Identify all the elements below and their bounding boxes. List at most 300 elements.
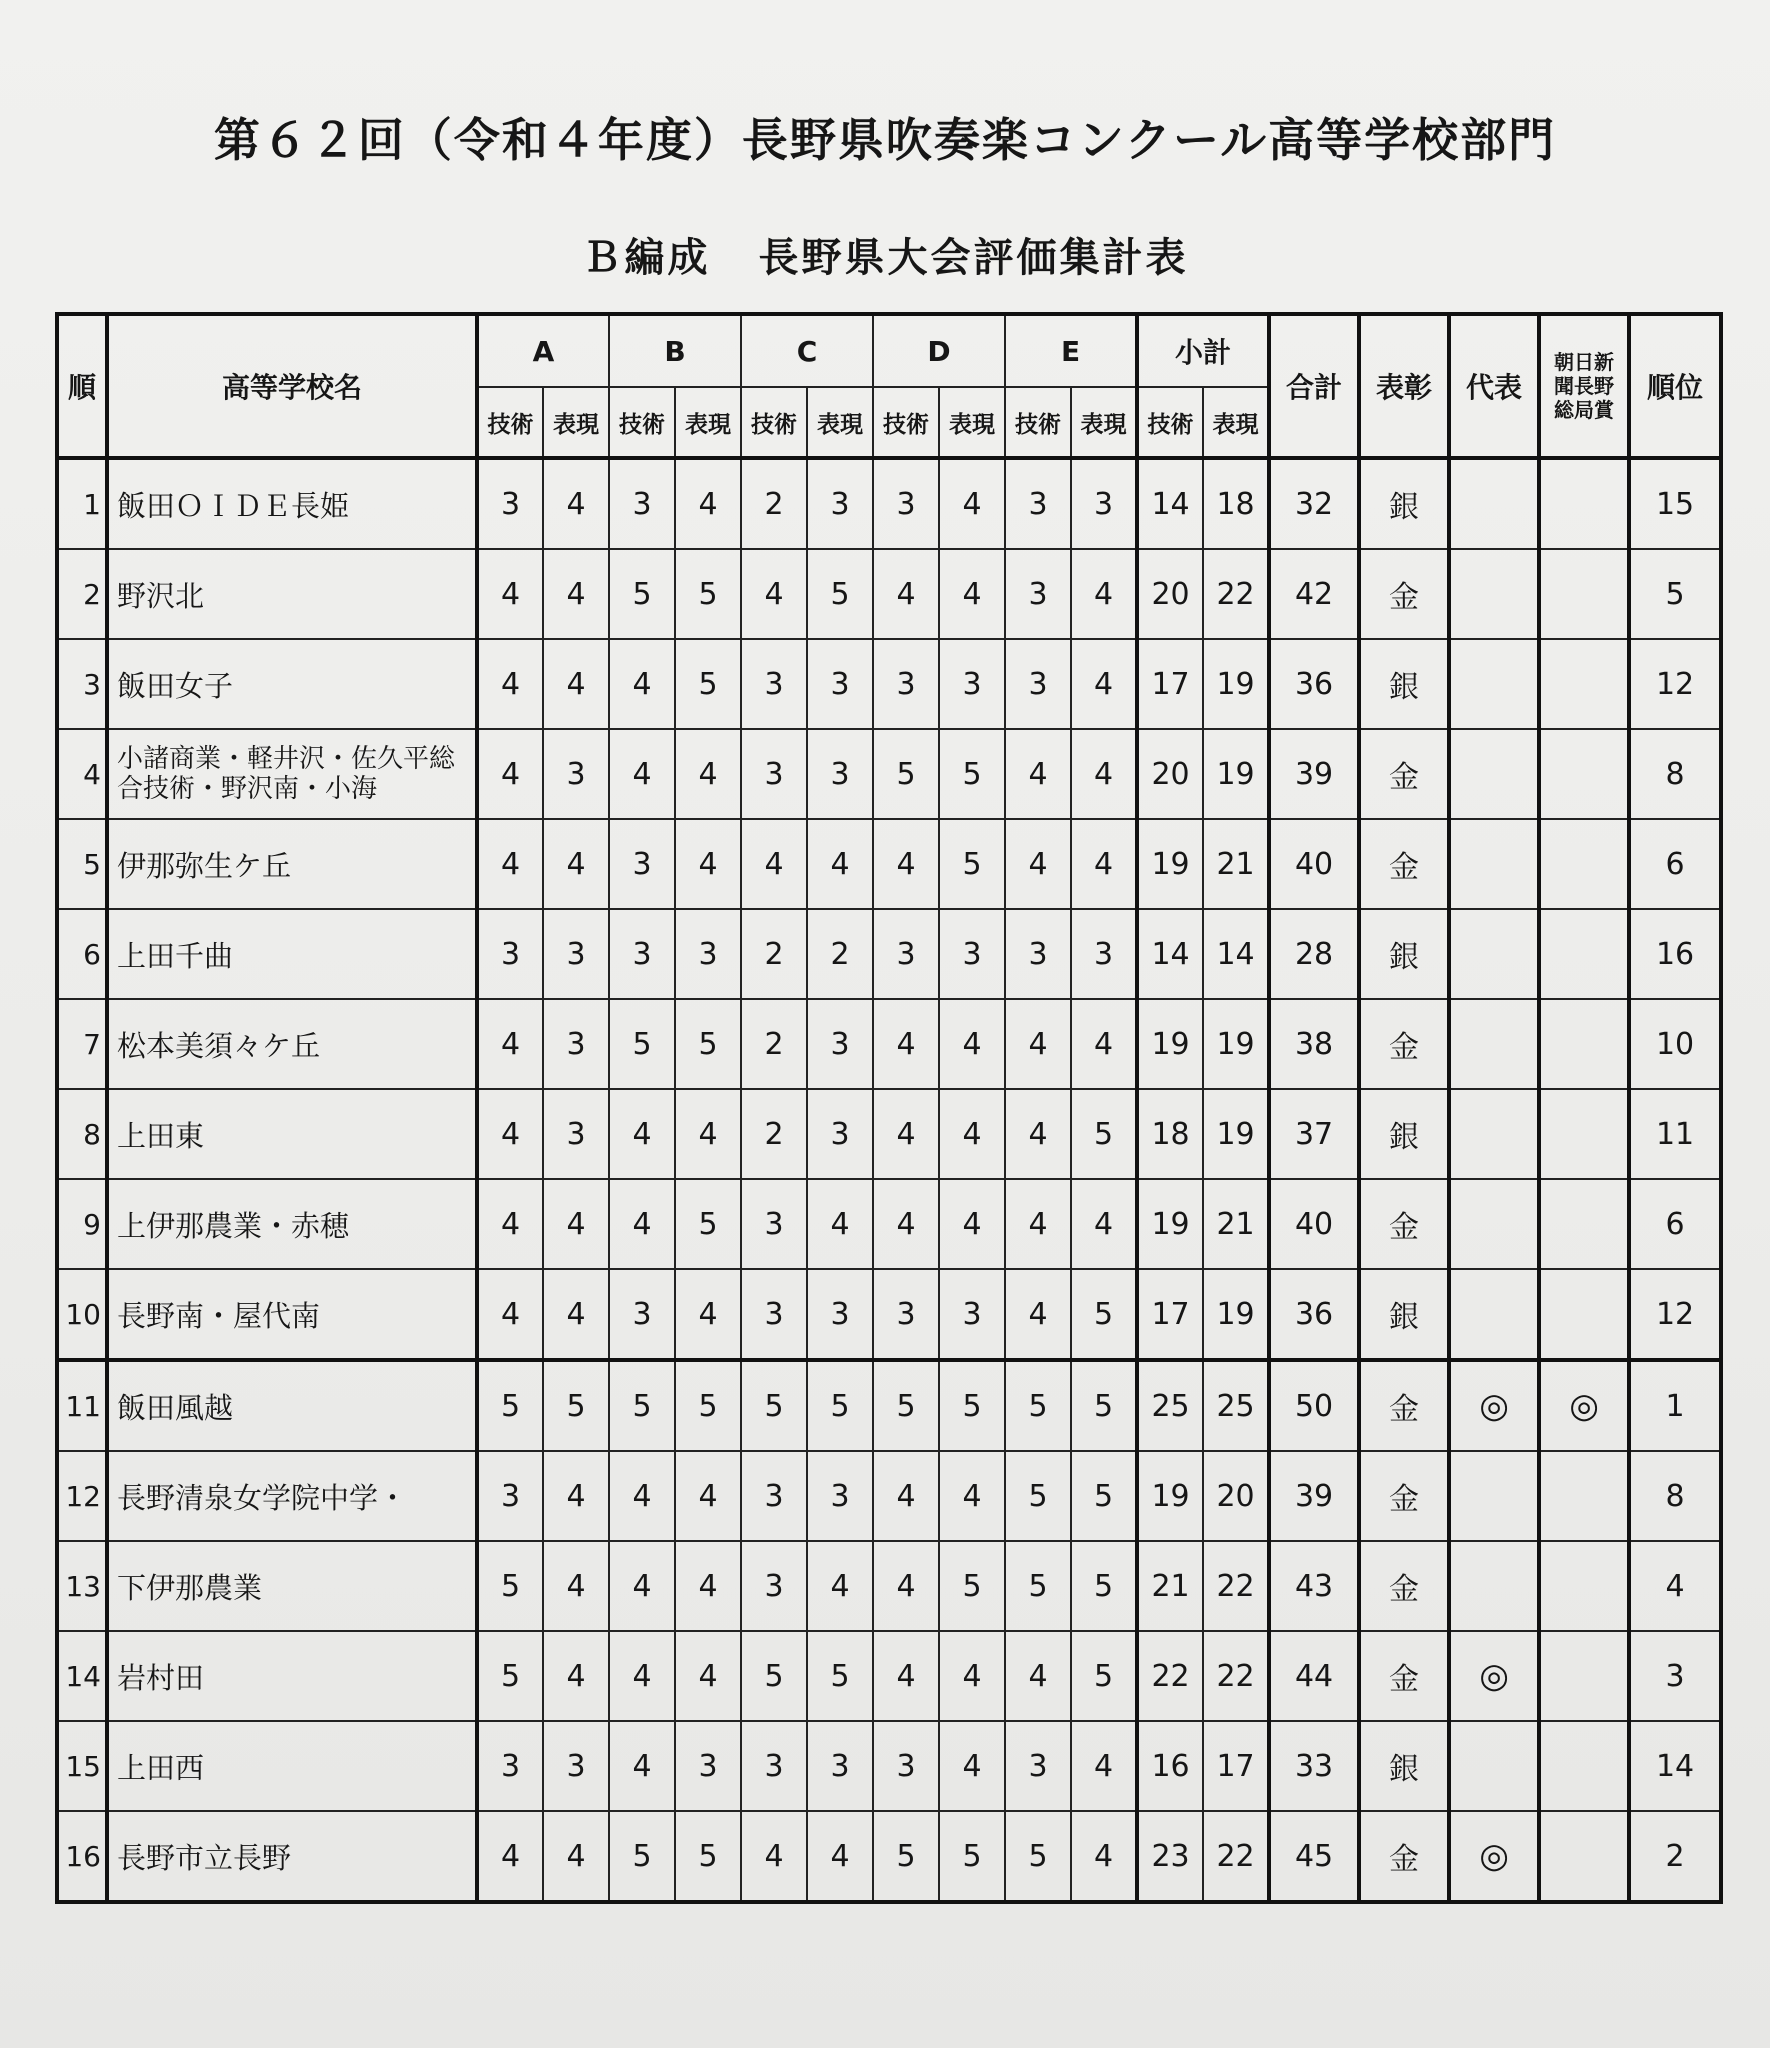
- expression-score: 4: [1071, 549, 1137, 639]
- rank: 8: [1629, 729, 1721, 819]
- expression-score: 4: [675, 1089, 741, 1179]
- header-asahi-prize: [1539, 314, 1629, 458]
- subheader-technique: 技術: [477, 387, 543, 458]
- rank: 12: [1629, 1269, 1721, 1360]
- asahi-prize-mark: [1539, 639, 1629, 729]
- table-row: [57, 909, 1721, 999]
- table-header: [57, 314, 1721, 458]
- row-number: 11: [57, 1360, 107, 1451]
- expression-score: 3: [807, 458, 873, 549]
- technique-score: 5: [609, 1811, 675, 1902]
- expression-score: 4: [939, 1179, 1005, 1269]
- representative-mark: [1449, 1541, 1539, 1631]
- subtotal-expression: 18: [1203, 458, 1269, 549]
- expression-score: 3: [1071, 458, 1137, 549]
- row-number: 16: [57, 1811, 107, 1902]
- subtotal-technique: 14: [1137, 909, 1203, 999]
- total-score: 50: [1269, 1360, 1359, 1451]
- expression-score: 5: [807, 549, 873, 639]
- expression-score: 3: [1071, 909, 1137, 999]
- representative-mark: [1449, 1721, 1539, 1811]
- expression-score: 4: [1071, 729, 1137, 819]
- subheader-expression: 表現: [939, 387, 1005, 458]
- representative-mark: [1449, 999, 1539, 1089]
- expression-score: 4: [675, 1541, 741, 1631]
- asahi-prize-mark: [1539, 909, 1629, 999]
- table-row: [57, 639, 1721, 729]
- representative-mark: [1449, 819, 1539, 909]
- representative-mark: [1449, 1179, 1539, 1269]
- technique-score: 3: [873, 639, 939, 729]
- subtotal-expression: 20: [1203, 1451, 1269, 1541]
- subtotal-expression: 19: [1203, 1269, 1269, 1360]
- rank: 6: [1629, 1179, 1721, 1269]
- row-number: 8: [57, 1089, 107, 1179]
- expression-score: 4: [543, 819, 609, 909]
- row-number: 7: [57, 999, 107, 1089]
- subtotal-technique: 20: [1137, 549, 1203, 639]
- representative-mark: ◎: [1449, 1631, 1539, 1721]
- expression-score: 3: [543, 909, 609, 999]
- total-score: 32: [1269, 458, 1359, 549]
- technique-score: 4: [1005, 1089, 1071, 1179]
- table-row: [57, 1541, 1721, 1631]
- school-name: 飯田ＯＩＤＥ長姫: [107, 458, 477, 549]
- rank: 16: [1629, 909, 1721, 999]
- total-score: 36: [1269, 639, 1359, 729]
- subtotal-technique: 22: [1137, 1631, 1203, 1721]
- school-name: 上田西: [107, 1721, 477, 1811]
- award: 銀: [1359, 1269, 1449, 1360]
- expression-score: 3: [807, 1721, 873, 1811]
- expression-score: 4: [1071, 639, 1137, 729]
- technique-score: 3: [609, 819, 675, 909]
- expression-score: 4: [807, 1541, 873, 1631]
- asahi-prize-mark: [1539, 1451, 1629, 1541]
- expression-score: 4: [543, 1811, 609, 1902]
- expression-score: 5: [675, 1811, 741, 1902]
- technique-score: 2: [741, 458, 807, 549]
- technique-score: 5: [1005, 1811, 1071, 1902]
- representative-mark: ◎: [1449, 1811, 1539, 1902]
- row-number: 4: [57, 729, 107, 819]
- expression-score: 4: [543, 639, 609, 729]
- technique-score: 3: [741, 1451, 807, 1541]
- technique-score: 4: [873, 819, 939, 909]
- subtotal-technique: 21: [1137, 1541, 1203, 1631]
- expression-score: 4: [675, 1451, 741, 1541]
- subtotal-expression: 17: [1203, 1721, 1269, 1811]
- rank: 6: [1629, 819, 1721, 909]
- award: 銀: [1359, 639, 1449, 729]
- technique-score: 4: [1005, 819, 1071, 909]
- technique-score: 4: [873, 1179, 939, 1269]
- expression-score: 4: [807, 1179, 873, 1269]
- subtotal-expression: 19: [1203, 729, 1269, 819]
- technique-score: 3: [477, 1721, 543, 1811]
- table-row: [57, 549, 1721, 639]
- rank: 12: [1629, 639, 1721, 729]
- school-name: 上田千曲: [107, 909, 477, 999]
- technique-score: 5: [1005, 1360, 1071, 1451]
- header-order: 順: [57, 314, 107, 458]
- representative-mark: [1449, 909, 1539, 999]
- expression-score: 5: [543, 1360, 609, 1451]
- subtotal-expression: 22: [1203, 1541, 1269, 1631]
- technique-score: 3: [873, 1269, 939, 1360]
- expression-score: 4: [1071, 1179, 1137, 1269]
- school-name: 上田東: [107, 1089, 477, 1179]
- technique-score: 4: [477, 1089, 543, 1179]
- row-number: 12: [57, 1451, 107, 1541]
- table-row: [57, 1811, 1721, 1902]
- technique-score: 4: [741, 819, 807, 909]
- technique-score: 2: [741, 1089, 807, 1179]
- subtotal-technique: 14: [1137, 458, 1203, 549]
- award: 金: [1359, 819, 1449, 909]
- subheader-expression: 表現: [1203, 387, 1269, 458]
- expression-score: 5: [1071, 1541, 1137, 1631]
- total-score: 39: [1269, 729, 1359, 819]
- asahi-prize-mark: [1539, 1089, 1629, 1179]
- technique-score: 5: [873, 729, 939, 819]
- header-judge-e: E: [1005, 314, 1137, 387]
- rank: 2: [1629, 1811, 1721, 1902]
- representative-mark: ◎: [1449, 1360, 1539, 1451]
- asahi-prize-mark: [1539, 819, 1629, 909]
- technique-score: 4: [1005, 1631, 1071, 1721]
- technique-score: 5: [609, 549, 675, 639]
- expression-score: 4: [1071, 819, 1137, 909]
- technique-score: 4: [741, 1811, 807, 1902]
- technique-score: 4: [477, 819, 543, 909]
- rank: 5: [1629, 549, 1721, 639]
- school-name: 長野南・屋代南: [107, 1269, 477, 1360]
- technique-score: 4: [477, 549, 543, 639]
- header-total: 合計: [1269, 314, 1359, 458]
- header-asahi-text: 朝日新聞長野総局賞: [1554, 350, 1615, 422]
- subtotal-expression: 19: [1203, 999, 1269, 1089]
- school-name: 岩村田: [107, 1631, 477, 1721]
- expression-score: 5: [1071, 1360, 1137, 1451]
- subheader-technique: 技術: [1137, 387, 1203, 458]
- header-award: 表彰: [1359, 314, 1449, 458]
- row-number: 9: [57, 1179, 107, 1269]
- technique-score: 3: [741, 729, 807, 819]
- expression-score: 3: [675, 1721, 741, 1811]
- table-row: [57, 1721, 1721, 1811]
- subtotal-technique: 19: [1137, 999, 1203, 1089]
- subtitle-table-name: 長野県大会評価集計表: [758, 235, 1189, 281]
- school-name: 下伊那農業: [107, 1541, 477, 1631]
- total-score: 40: [1269, 819, 1359, 909]
- expression-score: 4: [939, 999, 1005, 1089]
- technique-score: 5: [1005, 1451, 1071, 1541]
- expression-score: 5: [675, 999, 741, 1089]
- expression-score: 5: [807, 1631, 873, 1721]
- school-name: 松本美須々ケ丘: [107, 999, 477, 1089]
- table-row: [57, 999, 1721, 1089]
- technique-score: 4: [873, 1089, 939, 1179]
- award: 金: [1359, 1360, 1449, 1451]
- technique-score: 4: [1005, 999, 1071, 1089]
- technique-score: 3: [477, 1451, 543, 1541]
- asahi-prize-mark: [1539, 458, 1629, 549]
- subtotal-expression: 25: [1203, 1360, 1269, 1451]
- table-row: [57, 458, 1721, 549]
- expression-score: 5: [675, 639, 741, 729]
- rank: 1: [1629, 1360, 1721, 1451]
- technique-score: 3: [873, 1721, 939, 1811]
- rank: 10: [1629, 999, 1721, 1089]
- technique-score: 2: [741, 999, 807, 1089]
- award: 金: [1359, 1179, 1449, 1269]
- technique-score: 5: [873, 1360, 939, 1451]
- subheader-expression: 表現: [675, 387, 741, 458]
- technique-score: 3: [1005, 458, 1071, 549]
- row-number: 15: [57, 1721, 107, 1811]
- document-title: 第６２回（令和４年度）長野県吹奏楽コンクール高等学校部門: [213, 113, 1557, 167]
- representative-mark: [1449, 549, 1539, 639]
- expression-score: 5: [939, 819, 1005, 909]
- technique-score: 3: [741, 1721, 807, 1811]
- expression-score: 3: [807, 729, 873, 819]
- expression-score: 4: [807, 819, 873, 909]
- header-judge-b: B: [609, 314, 741, 387]
- expression-score: 3: [807, 639, 873, 729]
- technique-score: 5: [741, 1631, 807, 1721]
- expression-score: 3: [807, 1269, 873, 1360]
- technique-score: 4: [609, 729, 675, 819]
- school-name: 上伊那農業・赤穂: [107, 1179, 477, 1269]
- expression-score: 3: [807, 1089, 873, 1179]
- award: 銀: [1359, 1721, 1449, 1811]
- table-body: [57, 458, 1721, 1902]
- row-number: 5: [57, 819, 107, 909]
- expression-score: 4: [1071, 999, 1137, 1089]
- subheader-technique: 技術: [741, 387, 807, 458]
- expression-score: 4: [939, 1721, 1005, 1811]
- subtotal-technique: 23: [1137, 1811, 1203, 1902]
- technique-score: 3: [1005, 549, 1071, 639]
- expression-score: 3: [543, 1089, 609, 1179]
- expression-score: 4: [807, 1811, 873, 1902]
- asahi-prize-mark: [1539, 999, 1629, 1089]
- technique-score: 4: [1005, 729, 1071, 819]
- representative-mark: [1449, 729, 1539, 819]
- subtotal-technique: 17: [1137, 639, 1203, 729]
- table-row: [57, 1360, 1721, 1451]
- technique-score: 3: [1005, 639, 1071, 729]
- expression-score: 3: [939, 909, 1005, 999]
- technique-score: 5: [1005, 1541, 1071, 1631]
- technique-score: 4: [741, 549, 807, 639]
- technique-score: 5: [477, 1631, 543, 1721]
- expression-score: 5: [807, 1360, 873, 1451]
- header-judge-d: D: [873, 314, 1005, 387]
- technique-score: 3: [1005, 909, 1071, 999]
- total-score: 43: [1269, 1541, 1359, 1631]
- expression-score: 4: [939, 549, 1005, 639]
- expression-score: 4: [675, 729, 741, 819]
- document-subtitle: [0, 226, 1770, 283]
- subtotal-expression: 22: [1203, 549, 1269, 639]
- school-name: 長野清泉女学院中学・: [107, 1451, 477, 1541]
- technique-score: 4: [477, 1179, 543, 1269]
- expression-score: 4: [543, 1541, 609, 1631]
- award: 金: [1359, 999, 1449, 1089]
- row-number: 14: [57, 1631, 107, 1721]
- expression-score: 5: [1071, 1269, 1137, 1360]
- technique-score: 4: [609, 1179, 675, 1269]
- technique-score: 3: [609, 909, 675, 999]
- total-score: 38: [1269, 999, 1359, 1089]
- technique-score: 4: [609, 1631, 675, 1721]
- expression-score: 4: [543, 1631, 609, 1721]
- technique-score: 3: [609, 458, 675, 549]
- rank: 3: [1629, 1631, 1721, 1721]
- representative-mark: [1449, 1089, 1539, 1179]
- expression-score: 5: [1071, 1451, 1137, 1541]
- technique-score: 3: [477, 458, 543, 549]
- expression-score: 5: [939, 1360, 1005, 1451]
- technique-score: 3: [873, 909, 939, 999]
- representative-mark: [1449, 1451, 1539, 1541]
- row-number: 6: [57, 909, 107, 999]
- asahi-prize-mark: [1539, 549, 1629, 639]
- expression-score: 4: [675, 458, 741, 549]
- row-number: 10: [57, 1269, 107, 1360]
- school-name: 小諸商業・軽井沢・佐久平総合技術・野沢南・小海: [107, 729, 477, 819]
- subtotal-expression: 19: [1203, 639, 1269, 729]
- school-name: 飯田女子: [107, 639, 477, 729]
- technique-score: 4: [1005, 1269, 1071, 1360]
- technique-score: 4: [873, 549, 939, 639]
- expression-score: 5: [675, 549, 741, 639]
- technique-score: 3: [741, 1179, 807, 1269]
- expression-score: 3: [675, 909, 741, 999]
- subtitle-division: Ｂ編成: [581, 235, 711, 281]
- header-subtotal: 小計: [1137, 314, 1269, 387]
- subtotal-technique: 20: [1137, 729, 1203, 819]
- technique-score: 4: [477, 1811, 543, 1902]
- subtotal-expression: 14: [1203, 909, 1269, 999]
- award: 金: [1359, 1811, 1449, 1902]
- award: 銀: [1359, 1089, 1449, 1179]
- asahi-prize-mark: [1539, 1269, 1629, 1360]
- subtotal-expression: 21: [1203, 1179, 1269, 1269]
- technique-score: 4: [873, 999, 939, 1089]
- representative-mark: [1449, 1269, 1539, 1360]
- rank: 14: [1629, 1721, 1721, 1811]
- award: 金: [1359, 1451, 1449, 1541]
- asahi-prize-mark: [1539, 1631, 1629, 1721]
- school-name: 飯田風越: [107, 1360, 477, 1451]
- expression-score: 4: [939, 1631, 1005, 1721]
- asahi-prize-mark: ◎: [1539, 1360, 1629, 1451]
- technique-score: 2: [741, 909, 807, 999]
- technique-score: 4: [609, 1451, 675, 1541]
- technique-score: 4: [1005, 1179, 1071, 1269]
- row-number: 2: [57, 549, 107, 639]
- technique-score: 5: [741, 1360, 807, 1451]
- technique-score: 3: [741, 1269, 807, 1360]
- technique-score: 4: [609, 1089, 675, 1179]
- row-number: 13: [57, 1541, 107, 1631]
- technique-score: 3: [477, 909, 543, 999]
- technique-score: 4: [477, 999, 543, 1089]
- subtotal-technique: 16: [1137, 1721, 1203, 1811]
- header-rank: 順位: [1629, 314, 1721, 458]
- technique-score: 3: [609, 1269, 675, 1360]
- subtotal-technique: 17: [1137, 1269, 1203, 1360]
- subtotal-expression: 19: [1203, 1089, 1269, 1179]
- subtotal-technique: 19: [1137, 1451, 1203, 1541]
- expression-score: 5: [1071, 1089, 1137, 1179]
- award: 金: [1359, 729, 1449, 819]
- technique-score: 4: [477, 1269, 543, 1360]
- total-score: 45: [1269, 1811, 1359, 1902]
- subtotal-expression: 22: [1203, 1811, 1269, 1902]
- expression-score: 3: [807, 999, 873, 1089]
- award: 銀: [1359, 909, 1449, 999]
- technique-score: 5: [477, 1541, 543, 1631]
- asahi-prize-mark: [1539, 1541, 1629, 1631]
- total-score: 39: [1269, 1451, 1359, 1541]
- technique-score: 4: [477, 729, 543, 819]
- expression-score: 3: [543, 999, 609, 1089]
- header-school: 高等学校名: [107, 314, 477, 458]
- subtotal-technique: 25: [1137, 1360, 1203, 1451]
- subheader-technique: 技術: [609, 387, 675, 458]
- subheader-expression: 表現: [543, 387, 609, 458]
- school-name: 長野市立長野: [107, 1811, 477, 1902]
- expression-score: 4: [1071, 1811, 1137, 1902]
- expression-score: 4: [543, 549, 609, 639]
- award: 銀: [1359, 458, 1449, 549]
- expression-score: 3: [543, 729, 609, 819]
- technique-score: 3: [741, 1541, 807, 1631]
- asahi-prize-mark: [1539, 729, 1629, 819]
- expression-score: 3: [543, 1721, 609, 1811]
- row-number: 1: [57, 458, 107, 549]
- results-table: [55, 312, 1723, 1904]
- row-number: 3: [57, 639, 107, 729]
- expression-score: 4: [543, 458, 609, 549]
- table-row: [57, 729, 1721, 819]
- expression-score: 4: [675, 1269, 741, 1360]
- subtotal-technique: 18: [1137, 1089, 1203, 1179]
- expression-score: 3: [807, 1451, 873, 1541]
- expression-score: 4: [543, 1269, 609, 1360]
- subheader-expression: 表現: [1071, 387, 1137, 458]
- expression-score: 4: [675, 1631, 741, 1721]
- technique-score: 4: [609, 1541, 675, 1631]
- technique-score: 4: [873, 1541, 939, 1631]
- expression-score: 4: [1071, 1721, 1137, 1811]
- asahi-prize-mark: [1539, 1179, 1629, 1269]
- rank: 4: [1629, 1541, 1721, 1631]
- expression-score: 4: [543, 1179, 609, 1269]
- header-judge-a: A: [477, 314, 609, 387]
- expression-score: 4: [543, 1451, 609, 1541]
- expression-score: 4: [939, 458, 1005, 549]
- technique-score: 5: [609, 1360, 675, 1451]
- table-row: [57, 819, 1721, 909]
- expression-score: 5: [675, 1179, 741, 1269]
- representative-mark: [1449, 639, 1539, 729]
- expression-score: 4: [939, 1451, 1005, 1541]
